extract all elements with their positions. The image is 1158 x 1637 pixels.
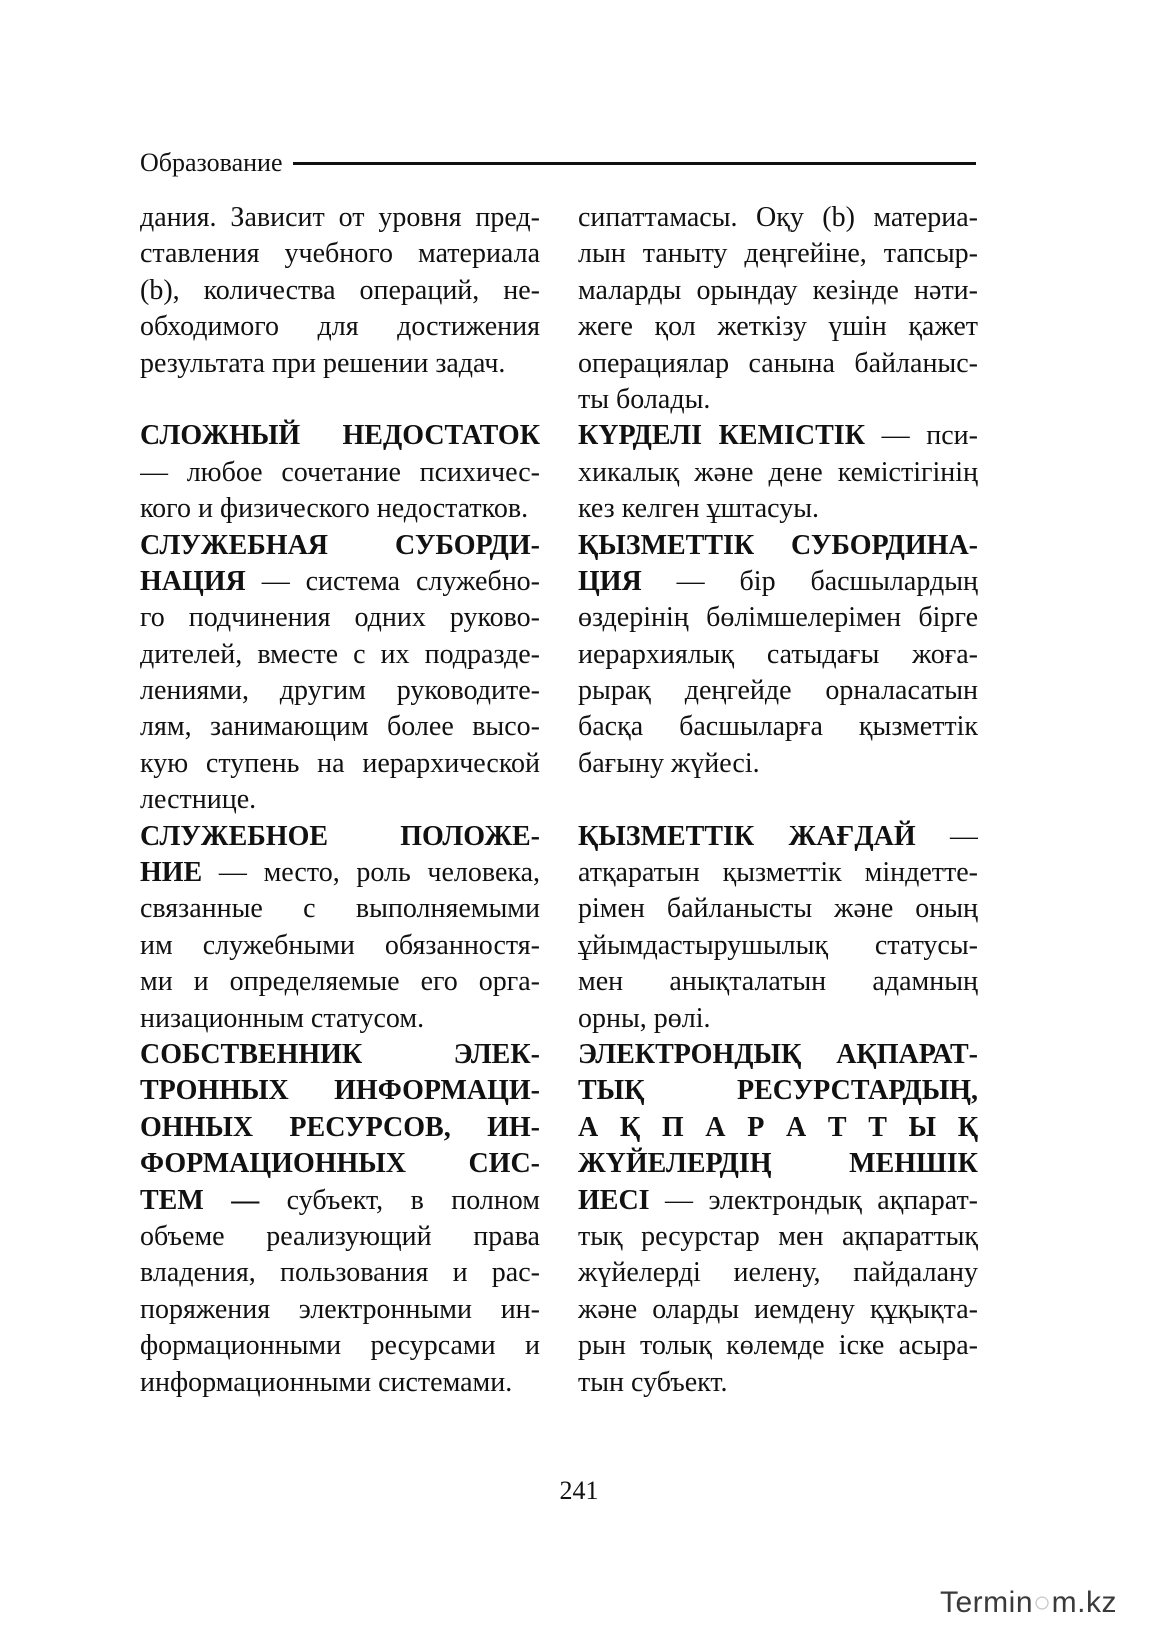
line-text: ми и определяемые его орга- <box>140 966 540 998</box>
line-text: ұйымдастырушылық статусы- <box>578 929 978 961</box>
text-line <box>578 637 978 673</box>
running-header <box>140 148 976 178</box>
line-text: — место, роль человека, <box>202 857 540 889</box>
line-text: кую ступень на иерархической <box>140 747 540 779</box>
russian-column <box>140 200 540 1401</box>
term-heading-word: СИС- <box>468 1148 540 1180</box>
line-text: лениями, другим руководите- <box>140 675 540 707</box>
line-text: — бір басшылардың <box>641 565 978 597</box>
term-heading: НИЕ <box>140 857 203 889</box>
text-line <box>140 455 540 491</box>
text-line <box>578 346 978 382</box>
term-heading-word: РЕСУРСТАРДЫҢ, <box>737 1075 978 1107</box>
line-text: объеме реализующий права <box>140 1220 540 1252</box>
line-text: кого и физического недостатков. <box>140 493 529 525</box>
term-heading-word: СОБСТВЕННИК <box>140 1038 363 1070</box>
line-text: өздерінің бөлімшелерімен бірге <box>578 602 978 634</box>
text-line <box>140 782 540 818</box>
paragraph-spacer <box>140 382 540 418</box>
text-line <box>140 346 540 382</box>
term-heading-word: А <box>705 1111 726 1143</box>
term-heading-word: А <box>578 1111 599 1143</box>
kazakh-column <box>578 200 978 1401</box>
term-heading-word: НЕДОСТАТОК <box>342 420 540 452</box>
line-text: рын толық көлемде іске асыра- <box>578 1330 978 1362</box>
text-line <box>140 528 540 564</box>
paragraph-spacer <box>578 782 978 818</box>
term-heading-word: СЛОЖНЫЙ <box>140 420 301 452</box>
text-line <box>578 600 978 636</box>
text-line <box>578 236 978 272</box>
text-line <box>140 1328 540 1364</box>
text-line <box>140 928 540 964</box>
term-heading-word: АҚПАРАТ- <box>836 1038 978 1070</box>
text-line <box>578 928 978 964</box>
term-heading-word: СУБОРДИ- <box>395 529 540 561</box>
text-line <box>578 1073 978 1109</box>
term-heading-word: СУБОРДИНА- <box>791 529 978 561</box>
text-line <box>578 855 978 891</box>
line-text: — <box>915 820 978 852</box>
term-heading-word: Қ <box>619 1111 641 1143</box>
term-heading: ҚЫЗМЕТТІК ЖАҒДАЙ <box>578 820 916 852</box>
text-line <box>578 673 978 709</box>
text-line <box>140 1073 540 1109</box>
line-text: ты болады. <box>578 383 711 415</box>
line-text: дания. Зависит от уровня пред- <box>140 202 540 233</box>
text-line <box>578 709 978 745</box>
section-title: Образование <box>140 148 283 177</box>
text-line <box>140 637 540 673</box>
line-text: хикалық және дене кемістігінің <box>578 456 978 488</box>
term-heading-word: ЖҮЙЕЛЕРДІҢ <box>578 1148 772 1180</box>
text-line <box>578 891 978 927</box>
text-line <box>140 855 540 891</box>
text-line <box>578 1110 978 1146</box>
line-text: жүйелерді иелену, пайдалану <box>578 1257 978 1289</box>
line-text: информационными системами. <box>140 1366 513 1398</box>
text-line <box>578 1001 978 1037</box>
line-text: мен анықталатын адамның <box>578 966 978 998</box>
watermark-prefix: Termin <box>940 1586 1034 1619</box>
watermark-logo-icon: ○ <box>1033 1586 1052 1619</box>
line-text: субъект, в полном <box>259 1184 540 1216</box>
line-text: және оларды иемдену құқықта- <box>578 1293 978 1325</box>
term-heading: КҮРДЕЛІ КЕМІСТІК <box>578 420 865 452</box>
line-text: лям, занимающим более высо- <box>140 711 540 743</box>
line-text: иерархиялық сатыдағы жоға- <box>578 638 978 670</box>
text-line <box>578 1219 978 1255</box>
line-text: поряжения электронными ин- <box>140 1293 540 1325</box>
term-heading-word: ПОЛОЖЕ- <box>400 820 540 852</box>
text-line <box>140 709 540 745</box>
text-line <box>578 491 978 527</box>
line-text: лын таныту деңгейіне, тапсыр- <box>578 238 978 270</box>
term-heading-word: П <box>661 1111 684 1143</box>
line-text: дителей, вместе с их подразде- <box>140 638 540 670</box>
term-heading-word: ОННЫХ <box>140 1111 254 1143</box>
line-text: сипаттамасы. Оқу (b) материа- <box>578 202 978 233</box>
line-text: жеге қол жеткізу үшін қажет <box>578 311 978 343</box>
text-line <box>578 200 978 236</box>
term-heading-word: ЭЛЕК- <box>453 1038 540 1070</box>
text-line <box>140 1183 540 1219</box>
line-text: кез келген ұштасуы. <box>578 493 820 525</box>
line-text: орны, рөлі. <box>578 1002 711 1034</box>
line-text: атқаратын қызметтік міндетте- <box>578 857 978 889</box>
term-heading: ЦИЯ <box>578 565 642 597</box>
text-line <box>578 1183 978 1219</box>
line-text: им служебными обязанностя- <box>140 929 540 961</box>
line-text: низационным статусом. <box>140 1002 425 1034</box>
term-heading-word: ҚЫЗМЕТТІК <box>578 529 755 561</box>
term-heading-word: МЕНШІК <box>849 1148 978 1180</box>
line-text: басқа басшыларға қызметтік <box>578 711 978 743</box>
text-line <box>140 1110 540 1146</box>
text-line <box>140 1146 540 1182</box>
term-heading-word: Т <box>868 1111 887 1143</box>
text-line <box>140 673 540 709</box>
text-line <box>140 418 540 454</box>
line-text: (b), количества операций, не- <box>140 274 540 306</box>
site-watermark <box>940 1586 1150 1626</box>
text-line <box>578 1037 978 1073</box>
term-heading-word: ЭЛЕКТРОНДЫҚ <box>578 1038 802 1070</box>
term-heading: ИЕСІ <box>578 1184 650 1216</box>
line-text: го подчинения одних руково- <box>140 602 540 634</box>
line-text: — электрондық ақпарат- <box>649 1184 978 1216</box>
header-rule <box>293 162 976 165</box>
page-number: 241 <box>559 1476 599 1505</box>
line-text: связанные с выполняемыми <box>140 893 540 925</box>
line-text: тын субъект. <box>578 1366 728 1398</box>
text-line <box>140 600 540 636</box>
text-line <box>578 1255 978 1291</box>
line-text: — пси- <box>865 420 978 452</box>
text-line <box>578 1328 978 1364</box>
text-line <box>140 200 540 236</box>
line-text: — любое сочетание психичес- <box>140 456 540 488</box>
line-text: результата при решении задач. <box>140 347 506 379</box>
text-line <box>578 528 978 564</box>
term-heading-word: ТЫҚ <box>578 1075 645 1107</box>
text-line <box>578 746 978 782</box>
text-line <box>140 819 540 855</box>
text-line <box>140 1001 540 1037</box>
text-line <box>140 236 540 272</box>
text-line <box>140 1365 540 1401</box>
line-text: обходимого для достижения <box>140 311 540 343</box>
text-line <box>578 382 978 418</box>
term-heading-word: ИН- <box>487 1111 540 1143</box>
text-line <box>578 1146 978 1182</box>
term-heading-word: Т <box>827 1111 847 1143</box>
term-heading-word: Қ <box>957 1111 978 1143</box>
term-heading-word: ТРОННЫХ <box>140 1075 289 1107</box>
term-heading: ТЕМ — <box>140 1184 260 1216</box>
text-line <box>140 1219 540 1255</box>
term-heading-word: СЛУЖЕБНАЯ <box>140 529 329 561</box>
term-heading-word: ФОРМАЦИОННЫХ <box>140 1148 406 1180</box>
text-line <box>140 309 540 345</box>
text-line <box>578 455 978 491</box>
term-heading-word: Ы <box>908 1111 937 1143</box>
line-text: ставления учебного материала <box>140 238 540 270</box>
text-line <box>140 964 540 1000</box>
text-line <box>140 1255 540 1291</box>
text-line <box>578 1292 978 1328</box>
watermark-suffix: m.kz <box>1051 1586 1117 1619</box>
term-heading-word: ИНФОРМАЦИ- <box>334 1075 540 1107</box>
text-line <box>578 964 978 1000</box>
text-line <box>140 1037 540 1073</box>
term-heading-word: Р <box>747 1111 765 1143</box>
text-line <box>140 564 540 600</box>
line-text: владения, пользования и рас- <box>140 1257 540 1289</box>
line-text: операциялар санына байланыс- <box>578 347 978 379</box>
term-heading-word: РЕСУРСОВ, <box>289 1111 451 1143</box>
text-line <box>140 891 540 927</box>
text-line <box>140 1292 540 1328</box>
line-text: маларды орындау кезінде нәти- <box>578 274 978 306</box>
text-line <box>578 273 978 309</box>
line-text: тық ресурстар мен ақпараттық <box>578 1220 978 1252</box>
term-heading: НАЦИЯ <box>140 565 246 597</box>
line-text: рімен байланысты және оның <box>578 893 978 925</box>
text-line <box>578 564 978 600</box>
text-line <box>578 819 978 855</box>
line-text: — система служебно- <box>245 565 540 597</box>
term-heading-word: СЛУЖЕБНОЕ <box>140 820 329 852</box>
text-line <box>140 273 540 309</box>
line-text: бағыну жүйесі. <box>578 747 760 779</box>
line-text: рырақ деңгейде орналасатын <box>578 675 978 707</box>
text-line <box>140 746 540 782</box>
text-line <box>140 491 540 527</box>
text-line <box>578 418 978 454</box>
line-text: формационными ресурсами и <box>140 1330 540 1362</box>
term-heading-word: А <box>785 1111 807 1143</box>
line-text: лестнице. <box>140 784 257 816</box>
text-line <box>578 309 978 345</box>
text-line <box>578 1365 978 1401</box>
